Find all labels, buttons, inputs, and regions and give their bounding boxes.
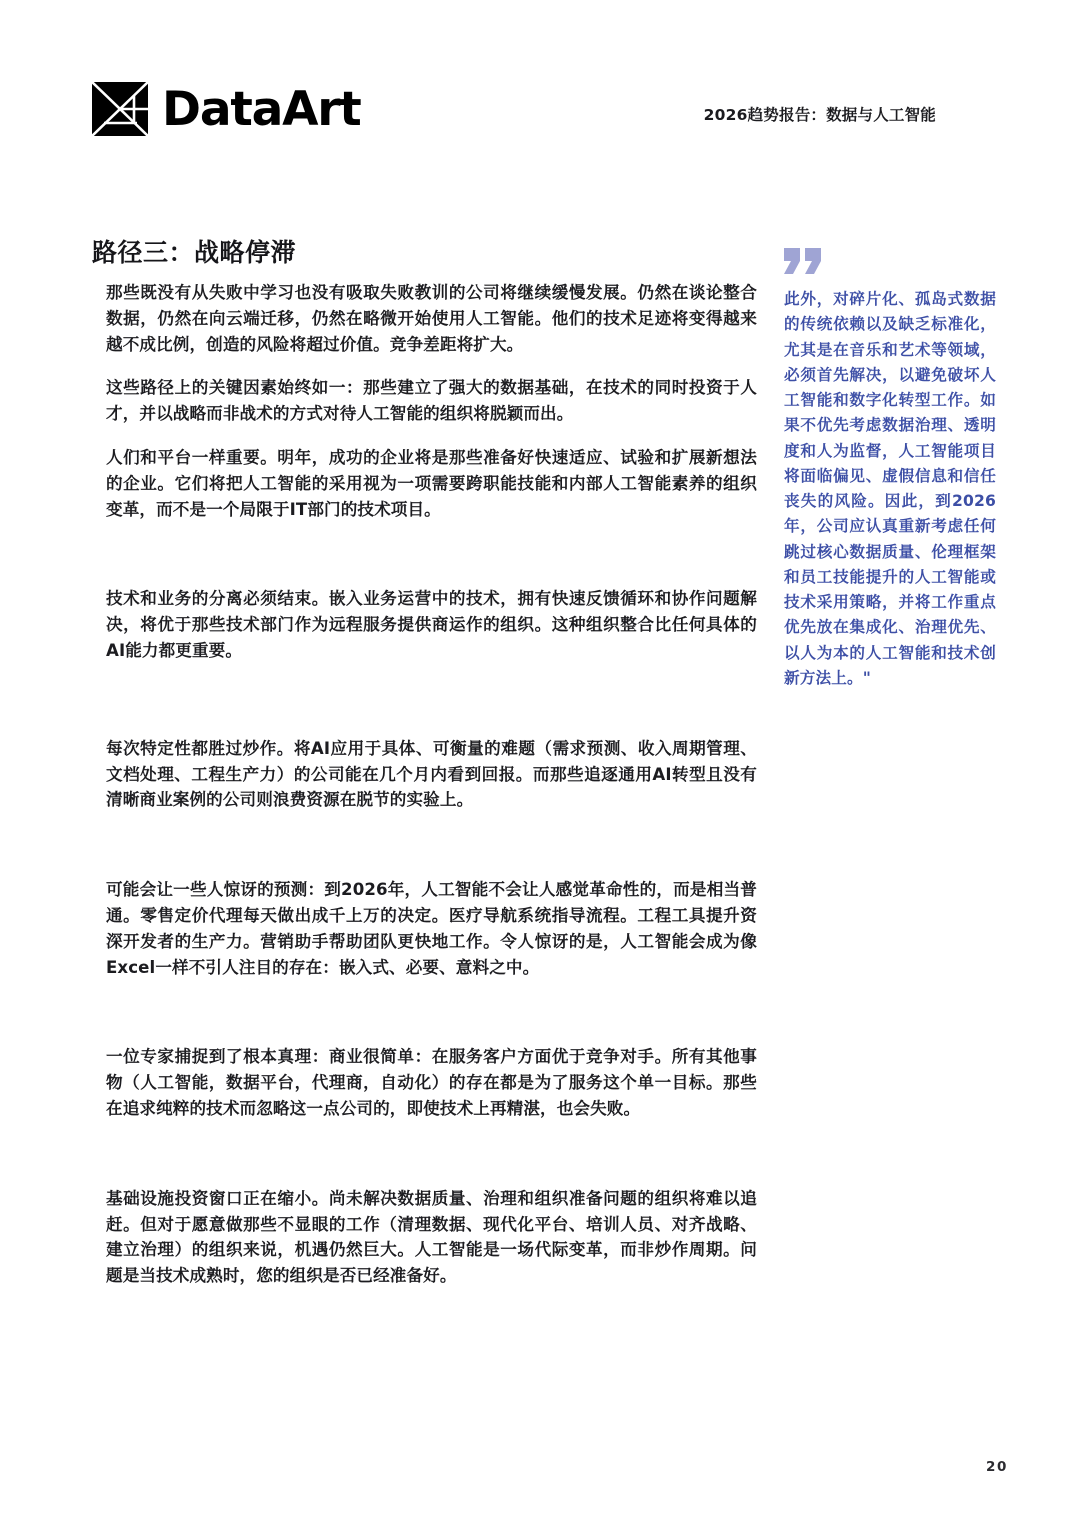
- report-title: 2026趋势报告：数据与人工智能: [703, 106, 936, 124]
- spacer: [92, 980, 757, 1044]
- section-heading: 路径三：战略停滞: [92, 238, 297, 267]
- page-number: 20: [986, 1459, 1008, 1475]
- spacer: [92, 813, 757, 877]
- body-paragraph: 每次特定性都胜过炒作。将AI应用于具体、可衡量的难题（需求预测、收入周期管理、文档处理、工程生产力）的公司能在几个月内看到回报。而那些追逐通用AI转型且没有清晰商业案例的公司则浪费资源在脱节的实验上。: [106, 738, 757, 810]
- pull-quote-block: [784, 248, 996, 691]
- spacer: [92, 427, 757, 445]
- body-paragraph: 基础设施投资窗口正在缩小。尚未解决数据质量、治理和组织准备问题的组织将难以追赶。但对于愿意做那些不显眼的工作（清理数据、现代化平台、培训人员、对齐战略、建立治理）的组织来说，机遇仍然巨大。人工智能是一场代际变革，而非炒作周期。问题是当技术成熟时，您的组织是否已经准备好。: [106, 1188, 757, 1286]
- dataart-tangram-logo-icon: [92, 82, 148, 136]
- body-paragraph: 这些路径上的关键因素始终如一：那些建立了强大的数据基础，在技术的同时投资于人才，并以战略而非战术的方式对待人工智能的组织将脱颖而出。: [106, 378, 757, 424]
- brand-logo: [92, 82, 361, 136]
- spacer: [92, 522, 757, 586]
- spacer: [92, 1122, 757, 1186]
- pull-quote-text: 此外，对碎片化、孤岛式数据的传统依赖以及缺乏标准化，尤其是在音乐和艺术等领域，必须首先解决，以避免破坏人工智能和数字化转型工作。如果不优先考虑数据治理、透明度和人为监督，人工智能项目将面临偏见、虚假信息和信任丧失的风险。因此，到2026年，公司应认真重新考虑任何跳过核心数据质量、伦理框架和员工技能提升的人工智能或技术采用策略，并将工作重点优先放在集成化、治理优先、以人为本的人工智能和技术创新方法上。": [784, 290, 996, 687]
- body-paragraph: 技术和业务的分离必须结束。嵌入业务运营中的技术，拥有快速反馈循环和协作问题解决，将优于那些技术部门作为远程服务提供商运作的组织。这种组织整合比任何具体的AI能力都更重要。: [106, 589, 757, 660]
- body-paragraph: 人们和平台一样重要。明年，成功的企业将是那些准备好快速适应、试验和扩展新想法的企业。它们将把人工智能的采用视为一项需要跨职能技能和内部人工智能素养的组织变革，而不是一个局限于IT部门的技术项目。: [106, 447, 757, 519]
- main-content-column: [92, 238, 757, 1289]
- body-paragraph: 一位专家捕捉到了根本真理：商业很简单：在服务客户方面优于竞争对手。所有其他事物（人工智能，数据平台，代理商，自动化）的存在都是为了服务这个单一目标。那些在追求纯粹的技术而忽略这一点公司的，即使技术上再精湛，也会失败。: [106, 1047, 757, 1118]
- double-quote-icon: [784, 248, 996, 274]
- body-paragraph: 可能会让一些人惊讶的预测：到2026年，人工智能不会让人感觉革命性的，而是相当普通。零售定价代理每天做出成千上万的决定。医疗导航系统指导流程。工程工具提升资深开发者的生产力。营销助手帮助团队更快地工作。令人惊讶的是，人工智能会成为像Excel一样不引人注目的存在：嵌入式、必要、意料之中。: [106, 880, 757, 977]
- spacer: [92, 664, 757, 736]
- page-header: [92, 82, 952, 148]
- logo-wordmark: DataArt: [162, 81, 361, 137]
- spacer: [92, 357, 757, 375]
- body-paragraph: 那些既没有从失败中学习也没有吸取失败教训的公司将继续缓慢发展。仍然在谈论整合数据，仍然在向云端迁移，仍然在略微开始使用人工智能。他们的技术足迹将变得越来越不成比例，创造的风险将超过价值。竞争差距将扩大。: [106, 283, 757, 354]
